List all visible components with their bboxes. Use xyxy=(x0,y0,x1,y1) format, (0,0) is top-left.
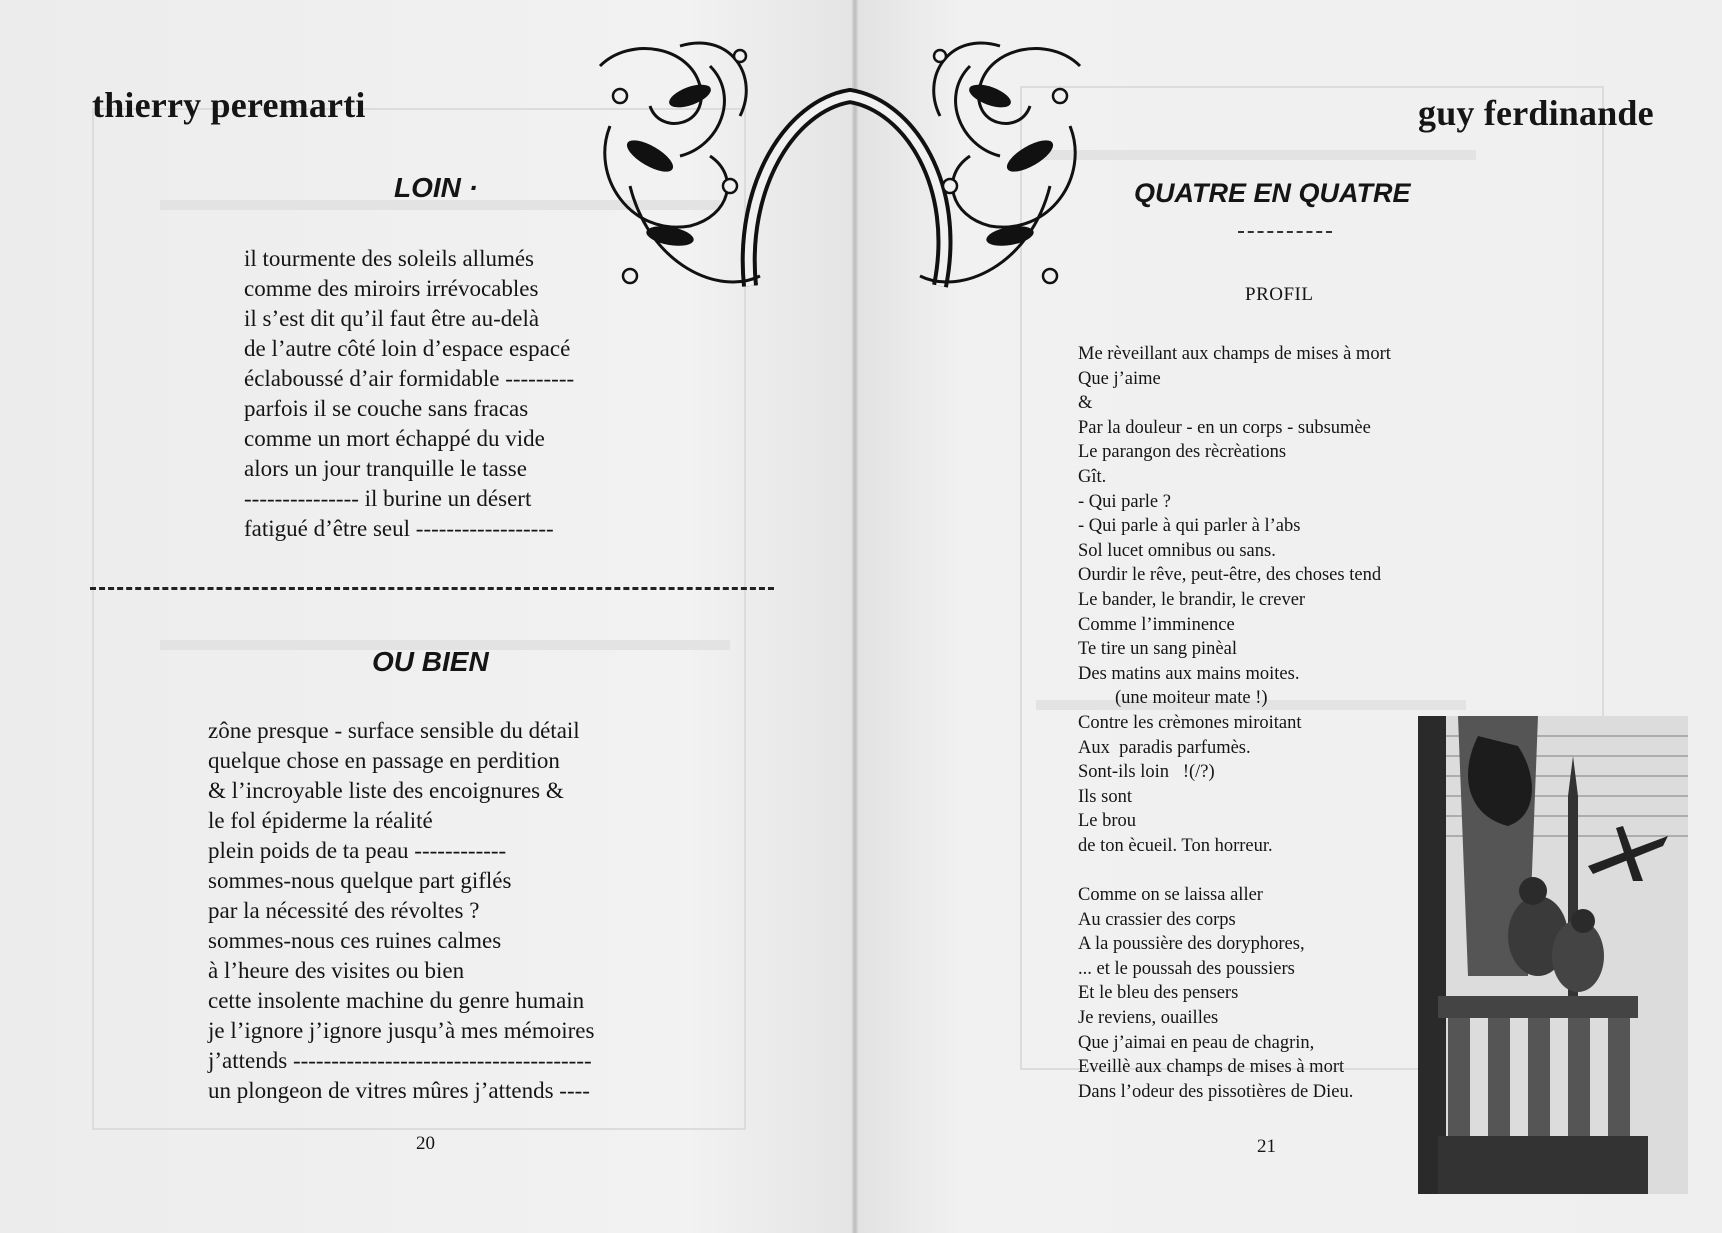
title-dash-rule xyxy=(1238,231,1332,233)
poem-line: Le brou xyxy=(1078,811,1137,832)
poem-line: Gît. xyxy=(1078,466,1107,487)
poem-line: (une moiteur mate !) xyxy=(1078,688,1268,709)
poem-line: cette insolente machine du genre humain xyxy=(208,988,585,1013)
poem-line: Des matins aux mains moites. xyxy=(1078,663,1300,684)
poem-line: le fol épiderme la réalité xyxy=(208,808,433,833)
poem-line: --------------- il burine un désert xyxy=(244,486,532,511)
poem-line: sommes-nous quelque part giflés xyxy=(208,868,512,893)
poem-line: de ton ècueil. Ton horreur. xyxy=(1078,835,1273,856)
right-page-number: 21 xyxy=(1257,1136,1276,1157)
poem-title-loin: LOIN · xyxy=(394,172,478,203)
poem-line: zône presque - surface sensible du détail xyxy=(208,718,580,743)
poem-line: comme des miroirs irrévocables xyxy=(244,276,539,301)
poem-loin-lines xyxy=(244,244,574,544)
poem-line: sommes-nous ces ruines calmes xyxy=(208,928,502,953)
poem-line: Te tire un sang pinèal xyxy=(1078,639,1237,660)
poem-title-quatre-en-quatre: QUATRE EN QUATRE xyxy=(1134,178,1411,208)
poem-line: Sont-ils loin !(/?) xyxy=(1078,762,1215,783)
poem-line: j’attends --------------------------------------- xyxy=(208,1048,592,1073)
right-author-name: guy ferdinande xyxy=(1418,93,1654,133)
poem-title-ou-bien: OU BIEN xyxy=(372,646,489,677)
poem-line: & l’incroyable liste des encoignures & xyxy=(208,778,564,803)
poem-line: éclaboussé d’air formidable --------- xyxy=(244,366,575,391)
poem-line: Comme on se laissa aller xyxy=(1078,885,1263,906)
poem-line: Au crassier des corps xyxy=(1078,909,1236,930)
poem-line: Eveillè aux champs de mises à mort xyxy=(1078,1057,1345,1078)
poem-line xyxy=(1078,858,1391,883)
poem-line: un plongeon de vitres mûres j’attends ---- xyxy=(208,1078,590,1103)
poem-line: Le parangon des rècrèations xyxy=(1078,442,1287,463)
poem-profil-lines xyxy=(1078,342,1391,1104)
poem-line: Par la douleur - en un corps - subsumèe xyxy=(1078,417,1371,438)
left-author-name: thierry peremarti xyxy=(92,85,366,125)
poem-line: il s’est dit qu’il faut être au-delà xyxy=(244,306,540,331)
poem-line: ... et le poussah des poussiers xyxy=(1078,958,1295,979)
poem-line: je l’ignore j’ignore jusqu’à mes mémoires xyxy=(208,1018,595,1043)
art-nouveau-floral-ornament-icon xyxy=(590,36,1090,306)
poem-line: Que j’aimai en peau de chagrin, xyxy=(1078,1032,1315,1053)
poem-line: Me rèveillant aux champs de mises à mort xyxy=(1078,344,1391,364)
poem-line: plein poids de ta peau ------------ xyxy=(208,838,507,863)
poem-line: il tourmente des soleils allumés xyxy=(244,246,535,271)
section-divider xyxy=(90,587,774,590)
poem-line: alors un jour tranquille le tasse xyxy=(244,456,527,481)
poem-line: Ourdir le rêve, peut-être, des choses tend xyxy=(1078,565,1382,586)
poem-line: fatigué d’être seul ------------------ xyxy=(244,516,554,541)
poem-line: de l’autre côté loin d’espace espacé xyxy=(244,336,571,361)
poem-line: Le bander, le brandir, le crever xyxy=(1078,589,1306,610)
poem-line: - Qui parle ? xyxy=(1078,491,1171,512)
poem-line: - Qui parle à qui parler à l’abs xyxy=(1078,516,1301,537)
poem-line: à l’heure des visites ou bien xyxy=(208,958,465,983)
bell-tower-engraving-icon xyxy=(1418,716,1688,1194)
poem-line: Je reviens, ouailles xyxy=(1078,1008,1219,1029)
poem-line: Que j’aime xyxy=(1078,368,1161,389)
section-profil: PROFIL xyxy=(1245,284,1314,305)
poem-line: parfois il se couche sans fracas xyxy=(244,396,529,421)
ghost-line xyxy=(1036,150,1476,160)
poem-line: quelque chose en passage en perdition xyxy=(208,748,560,773)
poem-line: Sol lucet omnibus ou sans. xyxy=(1078,540,1276,561)
poem-line: comme un mort échappé du vide xyxy=(244,426,545,451)
left-page-number: 20 xyxy=(416,1133,435,1154)
poem-line: Contre les crèmones miroitant xyxy=(1078,712,1302,733)
poem-line: Dans l’odeur des pissotières de Dieu. xyxy=(1078,1081,1354,1102)
poem-line: A la poussière des doryphores, xyxy=(1078,934,1305,955)
poem-line: & xyxy=(1078,393,1093,414)
poem-ou-bien-lines xyxy=(208,716,594,1106)
poem-line: Aux paradis parfumès. xyxy=(1078,737,1251,758)
poem-line: Ils sont xyxy=(1078,786,1132,807)
poem-line: Comme l’imminence xyxy=(1078,614,1235,635)
poem-line: par la nécessité des révoltes ? xyxy=(208,898,480,923)
poem-line: Et le bleu des pensers xyxy=(1078,983,1239,1004)
